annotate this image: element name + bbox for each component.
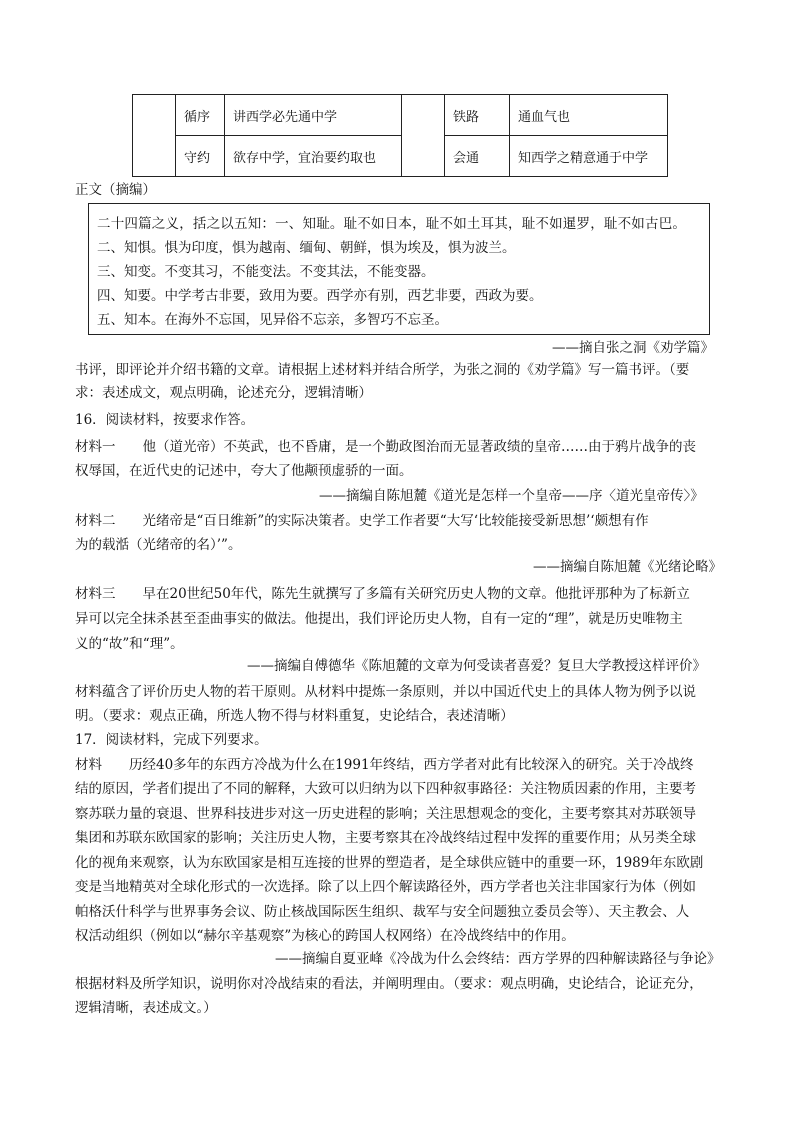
q16-requirement: 明。（要求：观点正确，所选人物不得与材料重复，史论结合，表述清晰） <box>75 708 514 724</box>
zhengwen-label: 正文（摘编） <box>75 182 156 198</box>
top-table <box>132 94 668 177</box>
q16-title: 16．阅读材料，按要求作答。 <box>75 412 255 428</box>
q15-text: 求：表述成文，观点明确，论述充分，逻辑清晰） <box>75 385 372 401</box>
table-row <box>133 136 668 177</box>
q17-material: 帕格沃什科学与世界事务会议、防止核战国际医生组织、裁军与安全问题独立委员会等）、天主教会、人 <box>75 904 690 920</box>
q16-material-3: 义的“故”和“理”。 <box>75 636 184 652</box>
q15-text: 书评，即评论并介绍书籍的文章。请根据上述材料并结合所学，为张之洞的《劝学篇》写一篇书评。（要 <box>75 362 690 378</box>
table-cell: 欲存中学，宜治要约取也 <box>225 136 402 177</box>
q17-material: 察苏联力量的衰退、世界科技进步对这一历史进程的影响；关注思想观念的变化，主要考察其对苏联领导 <box>75 806 696 822</box>
q16-material-2: 材料二 光绪帝是“百日维新”的实际决策者。史学工作者要“大写‘比较能接受新思想’‘颇想有作 <box>75 513 649 529</box>
q17-material: 化的视角来观察，认为东欧国家是相互连接的世界的塑造者，是全球供应链中的重要一环，1989年东欧剧 <box>75 855 704 871</box>
q17-title: 17．阅读材料，完成下列要求。 <box>75 732 268 748</box>
q16-material-3: 异可以完全抹杀甚至歪曲事实的做法。他提出，我们评论历史人物，自有一定的“理”，就是历史唯物主 <box>75 611 683 627</box>
table-cell: 守约 <box>176 136 225 177</box>
q17-material: 变是当地精英对全球化形式的一次选择。除了以上四个解读路径外，西方学者也关注非国家行为体（例如 <box>75 879 696 895</box>
excerpt-line: 二、知惧。惧为印度，惧为越南、缅甸、朝鲜，惧为埃及，惧为波兰。 <box>97 240 516 256</box>
q16-material-3: 材料三 早在20世纪50年代，陈先生就撰写了多篇有关研究历史人物的文章。他批评那种为了标新立 <box>75 586 690 602</box>
q17-requirement: 逻辑清晰，表述成文。） <box>75 1000 217 1016</box>
excerpt-box <box>88 203 710 335</box>
excerpt-line: 二十四篇之义，括之以五知：一、知耻。耻不如日本，耻不如土耳其，耻不如暹罗，耻不如古巴。 <box>97 216 687 232</box>
q17-material: 材料 历经40多年的东西方冷战为什么在1991年终结，西方学者对此有比较深入的研究。关于冷战终 <box>75 757 694 773</box>
excerpt-source: ——摘自张之洞《劝学篇》 <box>552 340 714 356</box>
excerpt-line: 三、知变。不变其习，不能变法。不变其法，不能变器。 <box>97 264 435 280</box>
q17-material: 集团和苏联东欧国家的影响；关注历史人物，主要考察其在冷战终结过程中发挥的重要作用；从另类全球 <box>75 830 696 846</box>
table-cell: 通血气也 <box>510 95 668 136</box>
table-row <box>133 95 668 136</box>
q16-material-1-source: ——摘编自陈旭麓《道光是怎样一个皇帝——序〈道光皇帝传〉》 <box>319 488 704 504</box>
table-cell: 知西学之精意通于中学 <box>510 136 668 177</box>
q16-requirement: 材料蕴含了评价历史人物的若干原则。从材料中提炼一条原则，并以中国近代史上的具体人物为例予以说 <box>75 684 696 700</box>
table-cell: 循序 <box>176 95 225 136</box>
q16-material-1: 材料一 他（道光帝）不英武，也不昏庸，是一个勤政图治而无显著政绩的皇帝……由于鸦片战争的丧 <box>75 439 696 455</box>
q16-material-2-source: ——摘编自陈旭麓《光绪论略》 <box>533 559 722 575</box>
q16-material-1: 权辱国，在近代史的记述中，夸大了他颟顸虚骄的一面。 <box>75 463 413 479</box>
table-cell <box>133 95 176 177</box>
q17-material: 结的原因，学者们提出了不同的解释，大致可以归纳为以下四种叙事路径：关注物质因素的作用，主要考 <box>75 781 696 797</box>
q16-material-3-source: ——摘编自傅德华《陈旭麓的文章为何受读者喜爱？复旦大学教授这样评价》 <box>247 658 706 674</box>
q17-material: 权活动组织（例如以“赫尔辛基观察”为核心的跨国人权网络）在冷战终结中的作用。 <box>75 928 575 944</box>
excerpt-line: 五、知本。在海外不忘国，见异俗不忘亲，多智巧不忘圣。 <box>97 312 448 328</box>
excerpt-line: 四、知要。中学考古非要，致用为要。西学亦有别，西艺非要，西政为要。 <box>97 288 543 304</box>
table-cell: 讲西学必先通中学 <box>225 95 402 136</box>
q17-requirement: 根据材料及所学知识，说明你对冷战结束的看法，并阐明理由。（要求：观点明确，史论结合，论证充分， <box>75 976 703 992</box>
table-cell: 铁路 <box>445 95 510 136</box>
q17-source: ——摘编自夏亚峰《冷战为什么会终结：西方学界的四种解读路径与争论》 <box>275 951 721 967</box>
table-cell: 会通 <box>445 136 510 177</box>
table-cell <box>402 95 445 177</box>
q16-material-2: 为的载湉（光绪帝的名）’”。 <box>75 537 242 553</box>
